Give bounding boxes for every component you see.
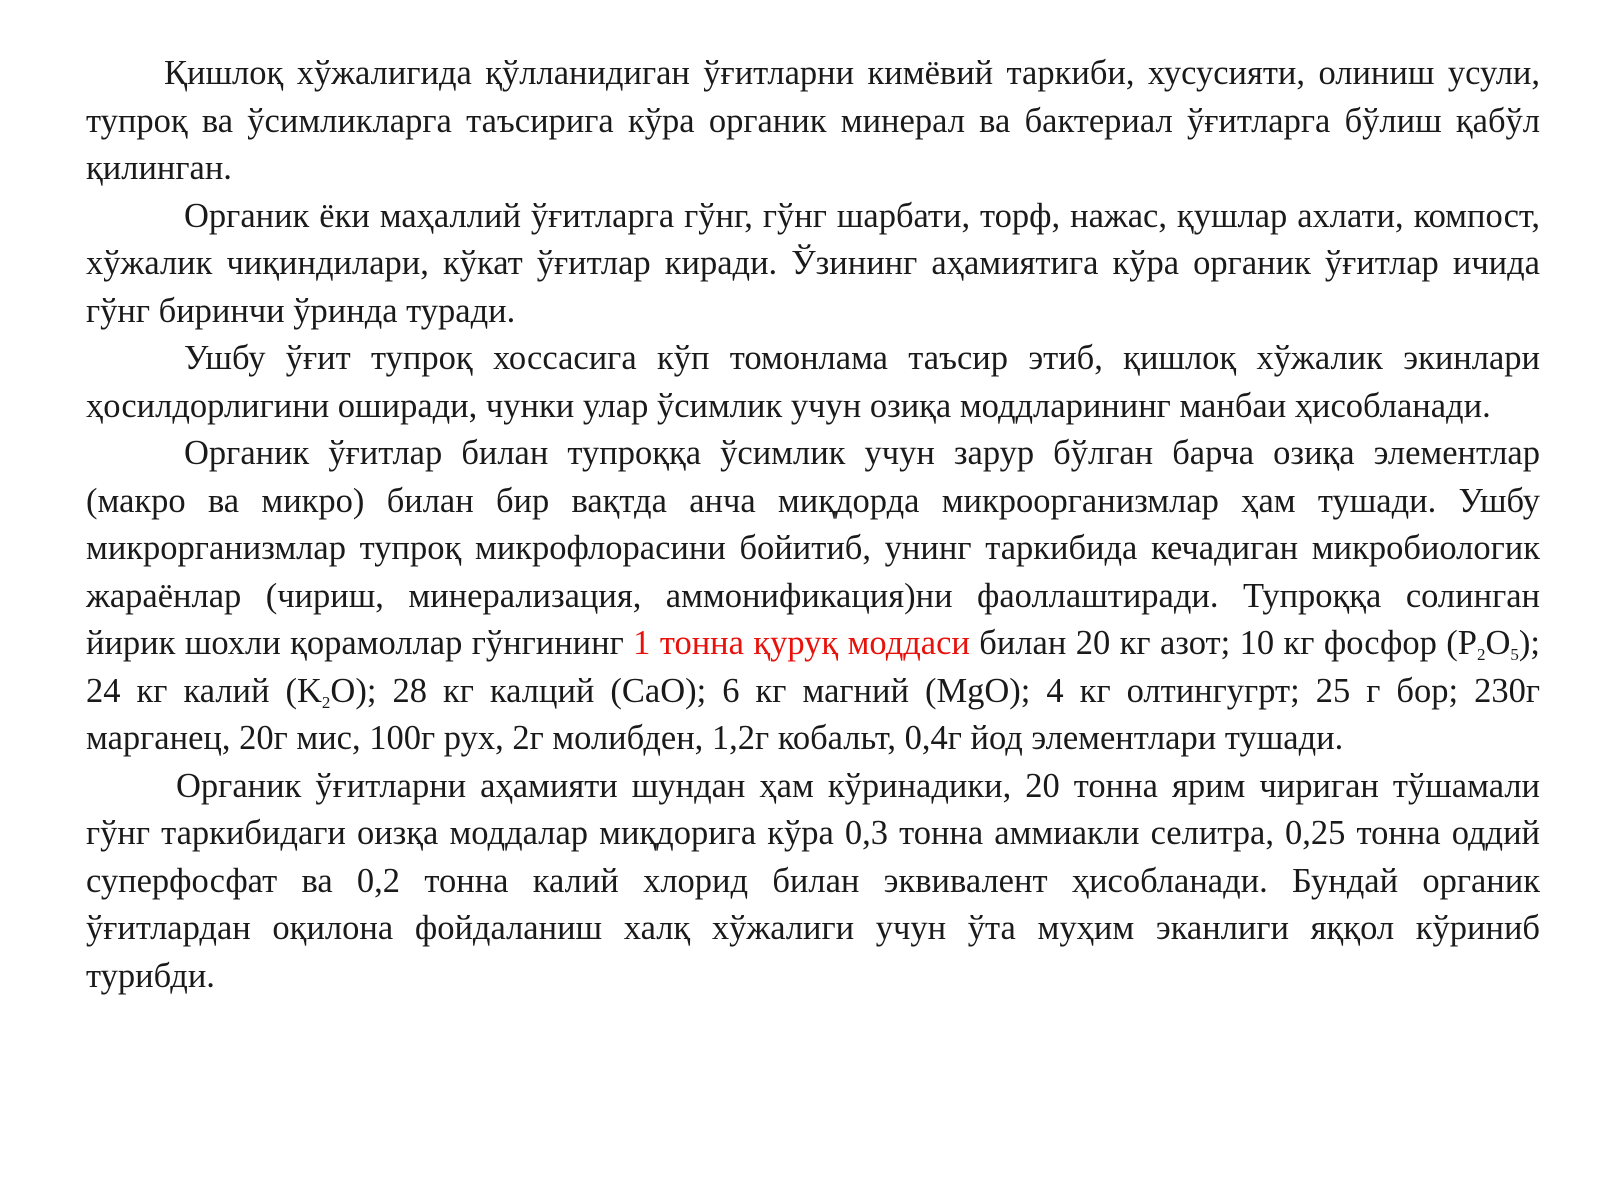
paragraph-fertilizer-classification: Қишлоқ хўжалигида қўлланидиган ўғитларни кимёвий таркиби, хусусияти, олиниш усули, тупроқ ва ўсимликларга таъсирига кўра органик минерал ва бактериал ўғитларга бўлиш қабўл қилинган.	[86, 54, 1540, 187]
paragraph-organic-fertilizers: Органик ёки маҳаллий ўғитларга гўнг, гўнг шарбати, торф, нажас, қушлар ахлати, компост, хўжалик чиқиндилари, кўкат ўғитлар киради. Ўзининг аҳамиятига кўра органик ўғитлар ичида гўнг биринчи ўринда туради.	[86, 196, 1540, 330]
nutrient-text: O); 28 кг калций (CaO); 6 кг магний (MgO); 4 кг олтингугрт; 25 г бор; 230г марганец, 20г мис, 100г рух, 2г молибден, 1,2г кобальт, 0,4г йод элементлари тушади.	[86, 671, 1540, 757]
paragraph-equivalence: Органик ўғитларни аҳамияти шундан ҳам кўринадики, 20 тонна ярим чириган тўшамали гўнг таркибидаги оизқа моддалар миқдорига кўра 0,3 тонна аммиакли селитра, 0,25 тонна оддий суперфосфат ва 0,2 тонна калий хлорид билан эквивалент ҳисобланади. Бундай органик ўғитлардан оқилона фойдаланиш халқ хўжалиги учун ўта муҳим эканлиги яққол кўриниб турибди.	[86, 766, 1540, 995]
nutrient-text: O	[1485, 624, 1511, 662]
nutrient-text: билан 20 кг азот; 10 кг фосфор (P	[969, 624, 1477, 662]
paragraph-fertilizer-effect: Ушбу ўғит тупроқ хоссасига кўп томонлама таъсир этиб, қишлоқ хўжалик экинлари ҳосилдорлигини оширади, чунки улар ўсимлик учун озиқа моддларининг манбаи ҳисобланади.	[86, 339, 1540, 425]
subscript: 5	[1510, 645, 1519, 664]
nutrient-text: Органик ўғитлар билан тупроққа ўсимлик учун зарур бўлган барча озиқа элементлар (макро ва микро) билан бир вақтда анча миқдорда микроорганизмлар ҳам тушади. Ушбу микрорганизмлар тупроқ микрофлорасини бойитиб, унинг таркибида кечадиган микробиологик жараёнлар (чириш, минерализация, аммонификация)ни фаоллаштиради. Тупроққа солинган йирик шохли қорамоллар гўнгининг	[86, 434, 1540, 662]
highlighted-dry-matter: 1 тонна қуруқ моддаси	[633, 624, 970, 662]
subscript: 2	[321, 692, 331, 712]
paragraph-nutrient-content	[86, 430, 1540, 763]
nutrient-text: ); 24 кг калий (K	[86, 624, 1540, 710]
subscript: 2	[1477, 645, 1486, 664]
